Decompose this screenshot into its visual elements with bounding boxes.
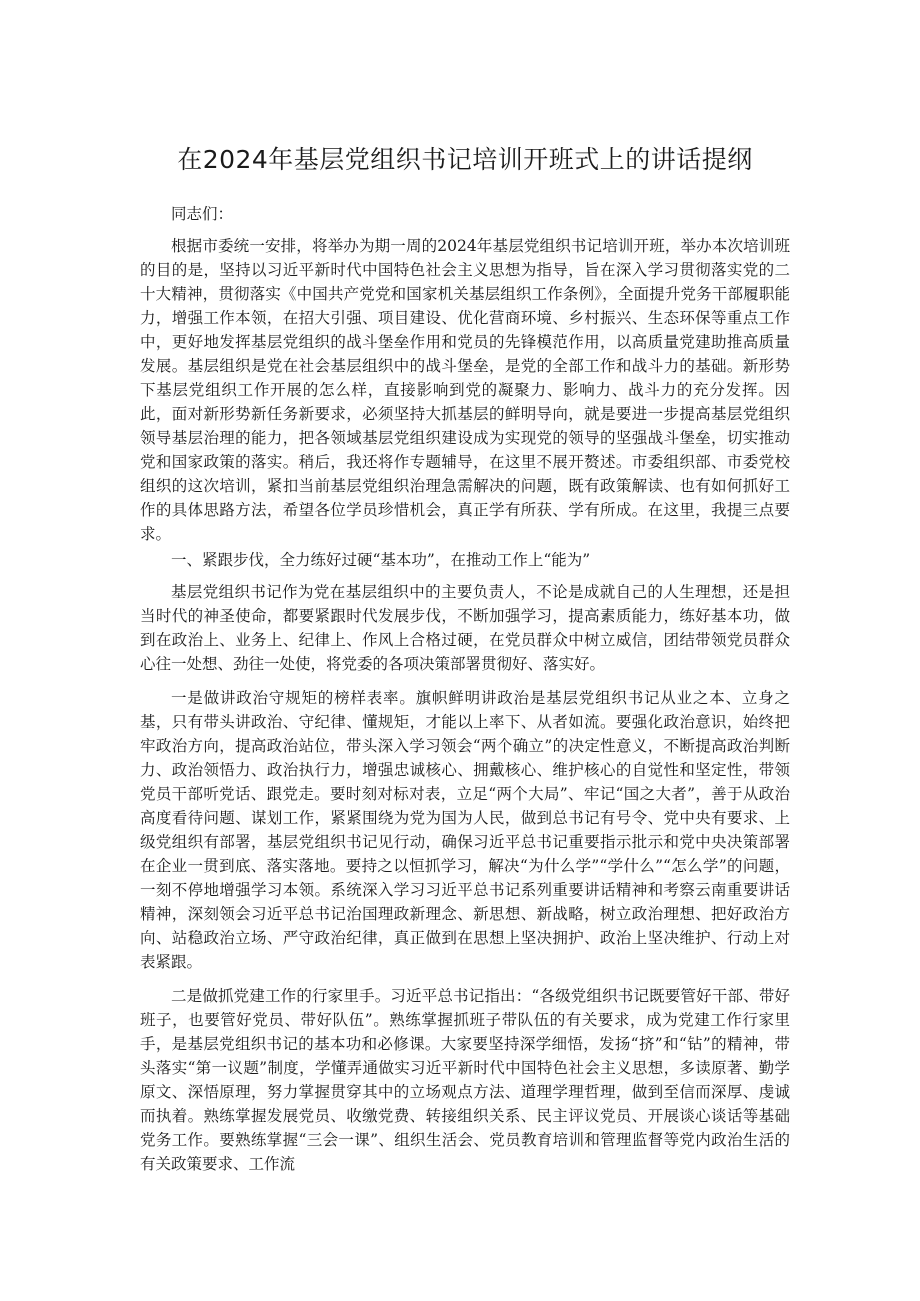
section-1-heading: 一、紧跟步伐，全力练好过硬“基本功”，在推动工作上“能为” — [171, 551, 591, 569]
greeting: 同志们： — [171, 205, 234, 223]
point-2-paragraph: 二是做抓党建工作的行家里手。习近平总书记指出：“各级党组织书记既要管好干部、带好班子，也要管好党员、带好队伍”。熟练掌握抓班子带队伍的有关要求，成为党建工作行家里手，是基层党组织书记的基本功和必修课。大家要坚持深学细悟，发扬“挤”和“钻”的精神，带头落实“第一议题”制度，学懂弄通做实习近平新时代中国特色社会主义思想，多读原著、勤学原文、深悟原理，努力掌握贯穿其中的立场观点方法、道理学理哲理，做到至信而深厚、虔诚而执着。熟练掌握发展党员、收缴党费、转接组织关系、民主评议党员、开展谈心谈话等基础党务工作。要熟练掌握“三会一课”、组织生活会、党员教育培训和管理监督等党内政治生活的有关政策要求、工作流 — [140, 987, 790, 1173]
point-1-paragraph: 一是做讲政治守规矩的榜样表率。旗帜鲜明讲政治是基层党组织书记从业之本、立身之基，只有带头讲政治、守纪律、懂规矩，才能以上率下、从者如流。要强化政治意识，始终把牢政治方向，提高政治站位，带头深入学习领会“两个确立”的决定性意义，不断提高政治判断力、政治领悟力、政治执行力，增强忠诚核心、拥戴核心、维护核心的自觉性和坚定性，带领党员干部听党话、跟党走。要时刻对标对表，立足“两个大局”、牢记“国之大者”，善于从政治高度看待问题、谋划工作，紧紧围绕为党为国为人民，做到总书记有号令、党中央有要求、上级党组织有部署，基层党组织书记见行动，确保习近平总书记重要指示批示和党中央决策部署在企业一贯到底、落实落地。要持之以恒抓学习，解决“为什么学”“学什么”“怎么学”的问题，一刻不停地增强学习本领。系统深入学习习近平总书记系列重要讲话精神和考察云南重要讲话精神，深刻领会习近平总书记治国理政新理念、新思想、新战略，树立政治理想、把好政治方向、站稳政治立场、严守政治纪律，真正做到在思想上坚决拥护、政治上坚决维护、行动上对表紧跟。 — [140, 689, 790, 971]
intro-paragraph: 根据市委统一安排，将举办为期一周的2024年基层党组织书记培训开班，举办本次培训班的目的是，坚持以习近平新时代中国特色社会主义思想为指导，旨在深入学习贯彻落实党的二十大精神，贯彻落实《中国共产党党和国家机关基层组织工作条例》，全面提升党务干部履职能力，增强工作本领，在招大引强、项目建设、优化营商环境、乡村振兴、生态环保等重点工作中，更好地发挥基层党组织的战斗堡垒作用和党员的先锋模范作用，以高质量党建助推高质量发展。基层组织是党在社会基层组织中的战斗堡垒，是党的全部工作和战斗力的基础。新形势下基层党组织工作开展的怎么样，直接影响到党的凝聚力、影响力、战斗力的充分发挥。因此，面对新形势新任务新要求，必须坚持大抓基层的鲜明导向，就是要进一步提高基层党组织领导基层治理的能力，把各领域基层党组织建设成为实现党的领导的坚强战斗堡垒，切实推动党和国家政策的落实。稍后，我还将作专题辅导，在这里不展开赘述。市委组织部、市委党校组织的这次培训，紧扣当前基层党组织治理急需解决的问题，既有政策解读、也有如何抓好工作的具体思路方法，希望各位学员珍惜机会，真正学有所获、学有所成。在这里，我提三点要求。 — [140, 237, 790, 543]
document-page — [140, 140, 790, 1176]
section-1-paragraph: 基层党组织书记作为党在基层组织中的主要负责人，不论是成就自己的人生理想，还是担当时代的神圣使命，都要紧跟时代发展步伐，不断加强学习，提高素质能力，练好基本功，做到在政治上、业务上、纪律上、作风上合格过硬，在党员群众中树立威信，团结带领党员群众心往一处想、劲往一处使，将党委的各项决策部署贯彻好、落实好。 — [140, 583, 790, 673]
document-title: 在2024年基层党组织书记培训开班式上的讲话提纲 — [177, 145, 753, 174]
